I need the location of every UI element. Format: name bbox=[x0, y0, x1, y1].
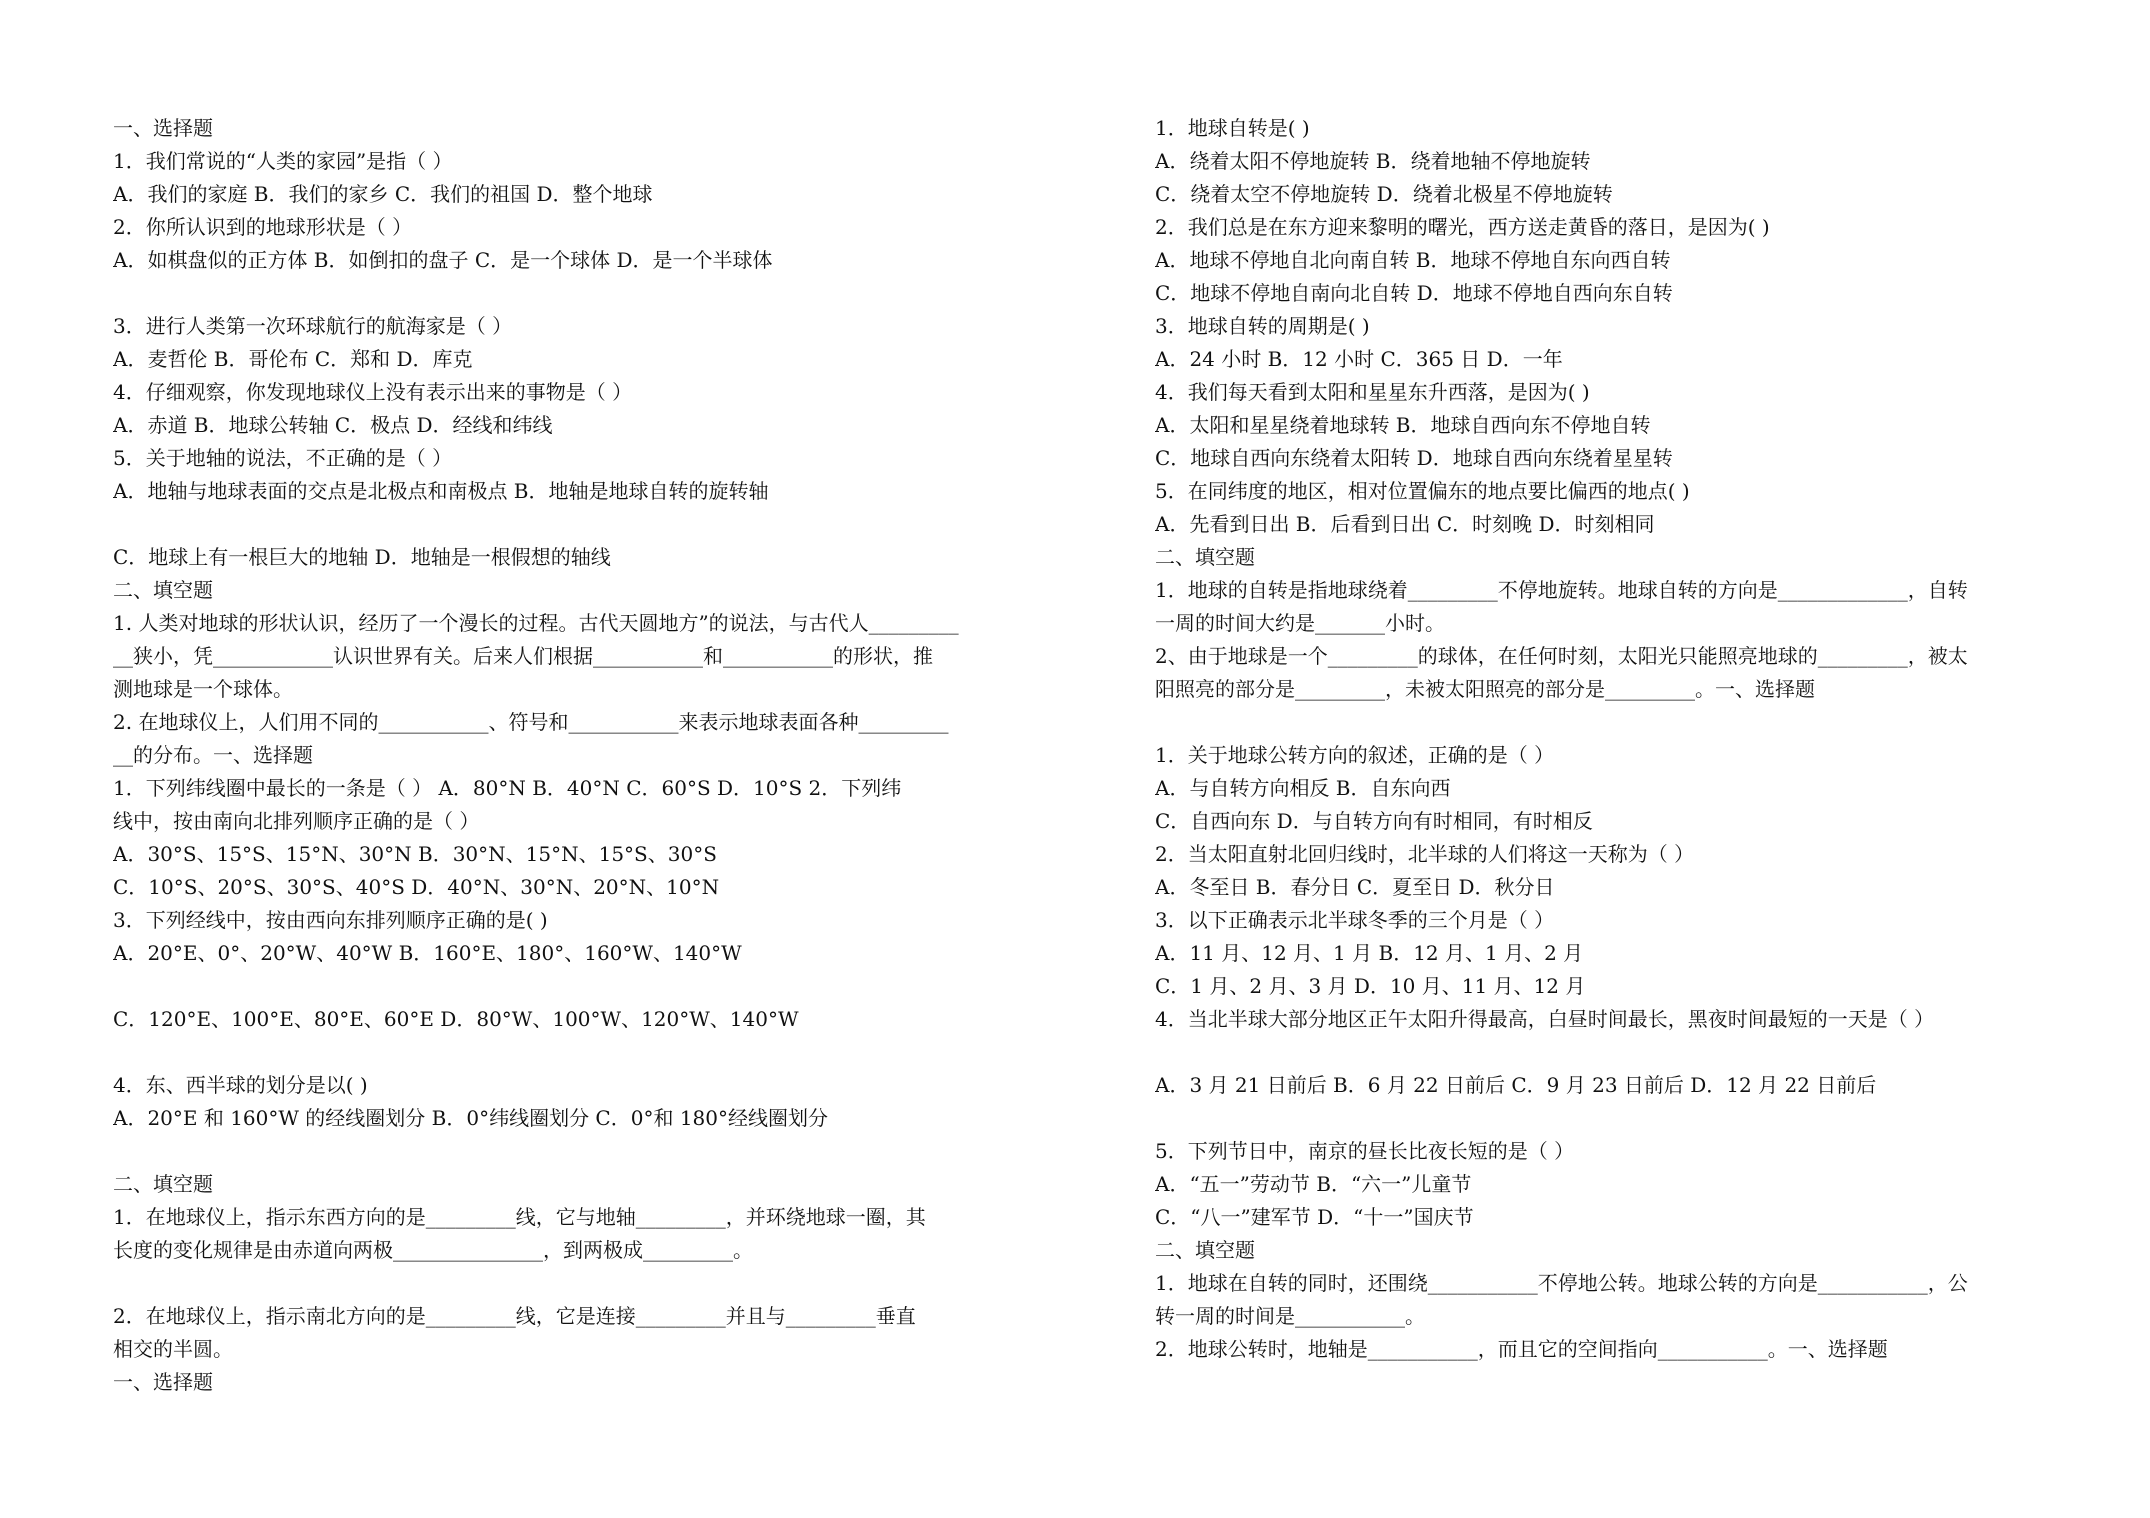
text-line: 1．地球的自转是指地球绕着_________不停地旋转。地球自转的方向是_____________，自转 bbox=[1155, 578, 1968, 602]
text-line: 3．下列经线中，按由西向东排列顺序正确的是( ) bbox=[113, 908, 548, 932]
text-line: A．太阳和星星绕着地球转 B．地球自西向东不停地自转 bbox=[1155, 413, 1651, 437]
text-line: 4．我们每天看到太阳和星星东升西落，是因为( ) bbox=[1155, 380, 1590, 404]
text-line: C．10°S、20°S、30°S、40°S D．40°N、30°N、20°N、10°N bbox=[113, 875, 720, 899]
text-line: A．20°E 和 160°W 的经线圈划分 B．0°纬线圈划分 C．0°和 180°经线圈划分 bbox=[113, 1106, 828, 1130]
text-line: 5．在同纬度的地区，相对位置偏东的地点要比偏西的地点( ) bbox=[1155, 479, 1690, 503]
text-line: A．“五一”劳动节 B．“六一”儿童节 bbox=[1155, 1172, 1472, 1196]
text-line: 3．以下正确表示北半球冬季的三个月是（ ） bbox=[1155, 908, 1555, 932]
text-line: 2．我们总是在东方迎来黎明的曙光，西方送走黄昏的落日，是因为( ) bbox=[1155, 215, 1770, 239]
text-line: 5．下列节日中，南京的昼长比夜长短的是（ ） bbox=[1155, 1139, 1575, 1163]
text-line: 4．东、西半球的划分是以( ) bbox=[113, 1073, 368, 1097]
text-line: 2．地球公转时，地轴是___________，而且它的空间指向___________。一、选择题 bbox=[1155, 1337, 1888, 1361]
text-line: 2．当太阳直射北回归线时，北半球的人们将这一天称为（ ） bbox=[1155, 842, 1695, 866]
text-line: 测地球是一个球体。 bbox=[113, 677, 293, 701]
text-line: 1．在地球仪上，指示东西方向的是_________线，它与地轴_________，并环绕地球一圈，其 bbox=[113, 1205, 926, 1229]
text-line: A．我们的家庭 B．我们的家乡 C．我们的祖国 D．整个地球 bbox=[113, 182, 653, 206]
blank-line bbox=[113, 970, 1013, 1003]
text-line: A．赤道 B．地球公转轴 C．极点 D．经线和纬线 bbox=[113, 413, 553, 437]
text-line: C．地球上有一根巨大的地轴 D．地轴是一根假想的轴线 bbox=[113, 545, 611, 569]
text-line: 线中，按由南向北排列顺序正确的是（ ） bbox=[113, 809, 480, 833]
text-line: A．先看到日出 B．后看到日出 C．时刻晚 D．时刻相同 bbox=[1155, 512, 1655, 536]
text-line: 2、由于地球是一个_________的球体，在任何时刻，太阳光只能照亮地球的_________，被太 bbox=[1155, 644, 1968, 668]
text-line: 1．我们常说的“人类的家园”是指（ ） bbox=[113, 149, 453, 173]
text-line: A．如棋盘似的正方体 B．如倒扣的盘子 C．是一个球体 D．是一个半球体 bbox=[113, 248, 773, 272]
left-column bbox=[113, 112, 1013, 1399]
text-line: 一、选择题 bbox=[113, 1370, 213, 1394]
text-line: 相交的半圆。 bbox=[113, 1337, 233, 1361]
text-line: A．3 月 21 日前后 B．6 月 22 日前后 C．9 月 23 日前后 D．12 月 22 日前后 bbox=[1155, 1073, 1877, 1097]
text-line: A．地轴与地球表面的交点是北极点和南极点 B．地轴是地球自转的旋转轴 bbox=[113, 479, 769, 503]
text-line: C．地球不停地自南向北自转 D．地球不停地自西向东自转 bbox=[1155, 281, 1673, 305]
blank-line bbox=[113, 1135, 1013, 1168]
text-line: 2．你所认识到的地球形状是（ ） bbox=[113, 215, 413, 239]
text-line: 一周的时间大约是_______小时。 bbox=[1155, 611, 1445, 635]
blank-line bbox=[1155, 1102, 2055, 1135]
text-line: A．30°S、15°S、15°N、30°N B．30°N、15°N、15°S、30°S bbox=[113, 842, 717, 866]
text-line: 3．进行人类第一次环球航行的航海家是（ ） bbox=[113, 314, 513, 338]
text-line: 1. 人类对地球的形状认识，经历了一个漫长的过程。古代天圆地方”的说法，与古代人_________ bbox=[113, 611, 959, 635]
text-line: 1．关于地球公转方向的叙述，正确的是（ ） bbox=[1155, 743, 1555, 767]
text-line: 二、填空题 bbox=[113, 578, 213, 602]
text-line: A．20°E、0°、20°W、40°W B．160°E、180°、160°W、140°W bbox=[113, 941, 742, 965]
text-line: 二、填空题 bbox=[1155, 1238, 1255, 1262]
text-line: A．与自转方向相反 B．自东向西 bbox=[1155, 776, 1451, 800]
text-line: 一、选择题 bbox=[113, 116, 213, 140]
text-line: A．11 月、12 月、1 月 B．12 月、1 月、2 月 bbox=[1155, 941, 1584, 965]
text-line: 1．地球在自转的同时，还围绕___________不停地公转。地球公转的方向是___________，公 bbox=[1155, 1271, 1968, 1295]
text-line: 二、填空题 bbox=[113, 1172, 213, 1196]
text-line: A．24 小时 B．12 小时 C．365 日 D．一年 bbox=[1155, 347, 1563, 371]
text-line: A．绕着太阳不停地旋转 B．绕着地轴不停地旋转 bbox=[1155, 149, 1591, 173]
text-line: 4．仔细观察，你发现地球仪上没有表示出来的事物是（ ） bbox=[113, 380, 633, 404]
text-line: 长度的变化规律是由赤道向两极_______________，到两极成_________。 bbox=[113, 1238, 753, 1262]
text-line: 1．下列纬线圈中最长的一条是（ ） A．80°N B．40°N C．60°S D．10°S 2．下列纬 bbox=[113, 776, 902, 800]
blank-line bbox=[113, 1036, 1013, 1069]
text-line: A．冬至日 B．春分日 C．夏至日 D．秋分日 bbox=[1155, 875, 1555, 899]
text-line: 1．地球自转是( ) bbox=[1155, 116, 1310, 140]
text-line: C．自西向东 D．与自转方向有时相同，有时相反 bbox=[1155, 809, 1593, 833]
text-line: 转一周的时间是___________。 bbox=[1155, 1304, 1425, 1328]
blank-line bbox=[1155, 1036, 2055, 1069]
text-line: C．“八一”建军节 D．“十一”国庆节 bbox=[1155, 1205, 1474, 1229]
text-line: 二、填空题 bbox=[1155, 545, 1255, 569]
blank-line bbox=[113, 1267, 1013, 1300]
text-line: 2. 在地球仪上，人们用不同的___________、符号和___________来表示地球表面各种_________ bbox=[113, 710, 949, 734]
text-line: 3．地球自转的周期是( ) bbox=[1155, 314, 1370, 338]
text-line: __狭小，凭____________认识世界有关。后来人们根据___________和___________的形状，推 bbox=[113, 644, 933, 668]
text-line: C．1 月、2 月、3 月 D．10 月、11 月、12 月 bbox=[1155, 974, 1586, 998]
blank-line bbox=[113, 277, 1013, 310]
text-line: 阳照亮的部分是_________，未被太阳照亮的部分是_________。一、选择题 bbox=[1155, 677, 1815, 701]
text-line: A．地球不停地自北向南自转 B．地球不停地自东向西自转 bbox=[1155, 248, 1671, 272]
text-line: 4．当北半球大部分地区正午太阳升得最高，白昼时间最长，黑夜时间最短的一天是（ ） bbox=[1155, 1007, 1935, 1031]
blank-line bbox=[113, 508, 1013, 541]
text-line: A．麦哲伦 B．哥伦布 C．郑和 D．库克 bbox=[113, 347, 473, 371]
text-line: __的分布。一、选择题 bbox=[113, 743, 313, 767]
text-line: C．地球自西向东绕着太阳转 D．地球自西向东绕着星星转 bbox=[1155, 446, 1673, 470]
text-line: C．绕着太空不停地旋转 D．绕着北极星不停地旋转 bbox=[1155, 182, 1613, 206]
blank-line bbox=[1155, 706, 2055, 739]
text-line: C．120°E、100°E、80°E、60°E D．80°W、100°W、120°W、140°W bbox=[113, 1007, 799, 1031]
text-line: 5．关于地轴的说法，不正确的是（ ） bbox=[113, 446, 453, 470]
text-line: 2．在地球仪上，指示南北方向的是_________线，它是连接_________并且与_________垂直 bbox=[113, 1304, 916, 1328]
right-column bbox=[1155, 112, 2055, 1366]
